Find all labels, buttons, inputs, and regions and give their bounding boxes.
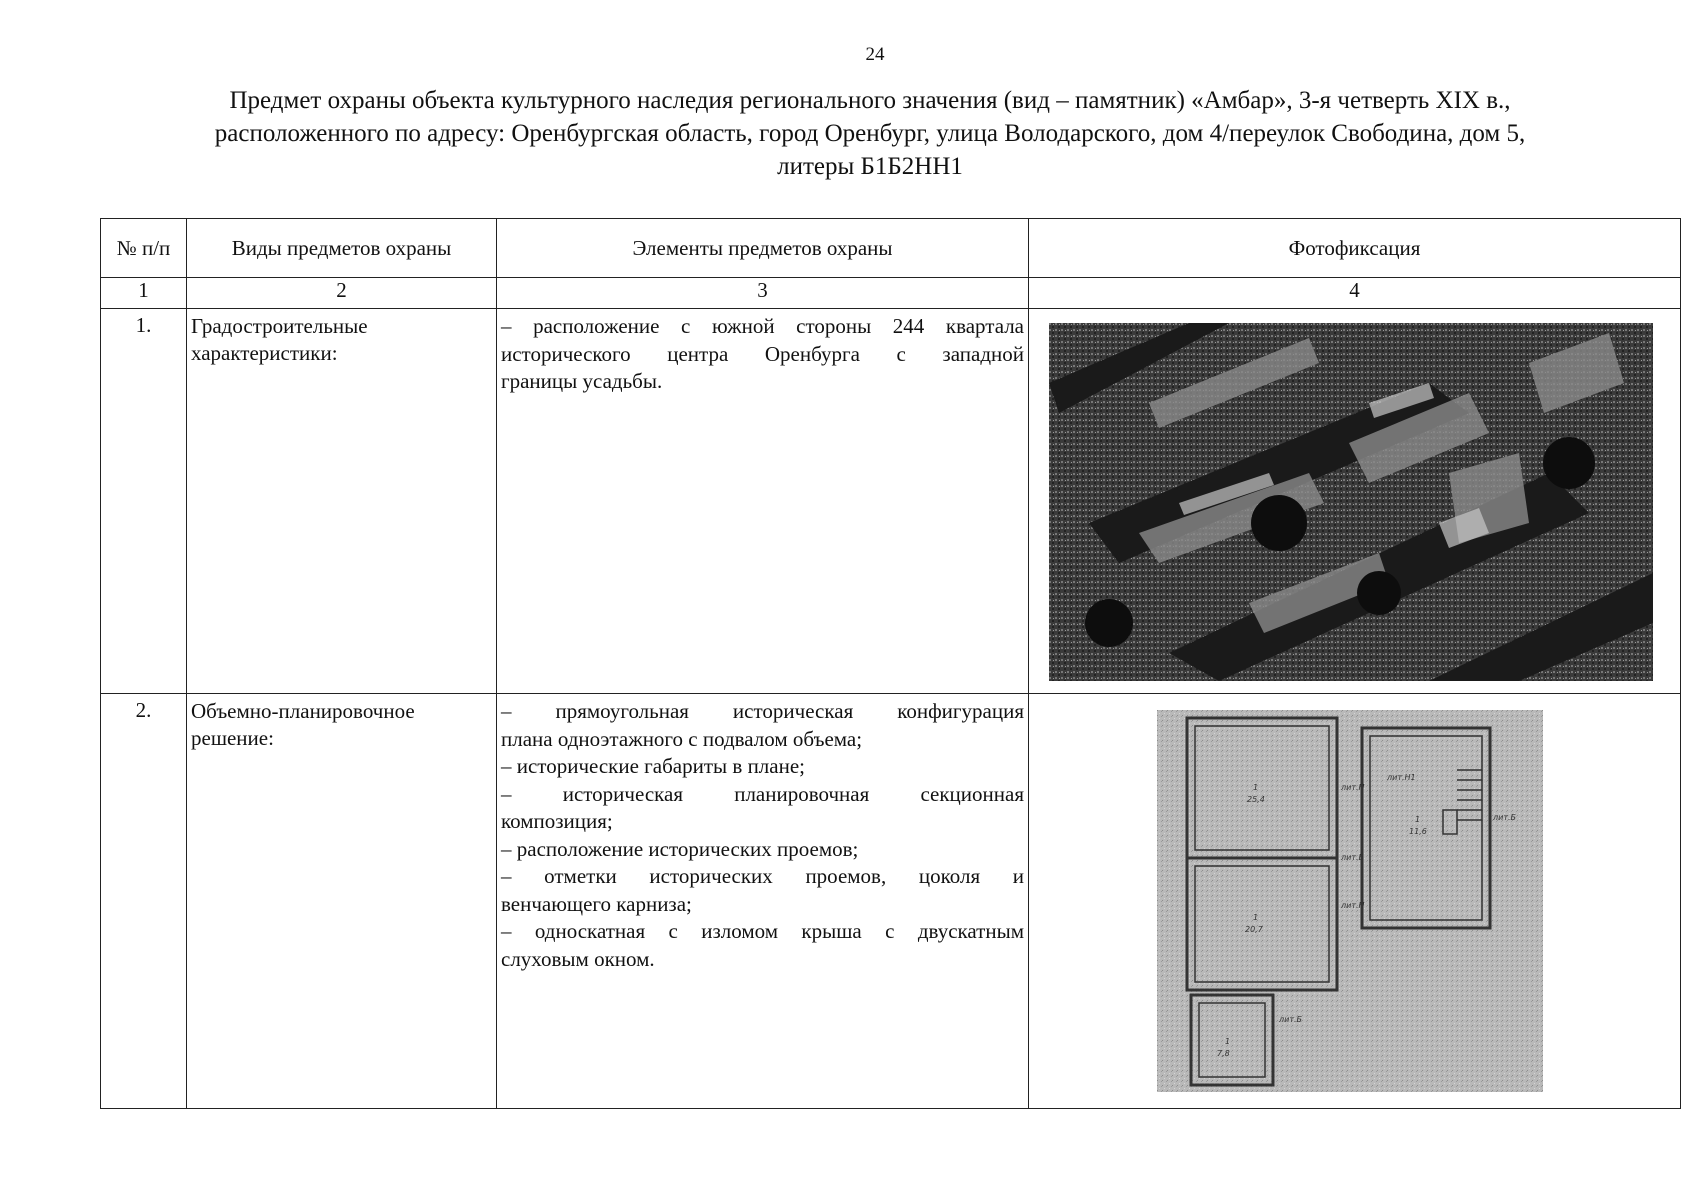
element-line: границы усадьбы.	[501, 369, 663, 393]
svg-text:20,7: 20,7	[1245, 925, 1263, 934]
aerial-photo-icon	[1049, 323, 1653, 681]
element-line: – расположение исторических проемов;	[501, 836, 859, 861]
svg-text:лит.Н1: лит.Н1	[1387, 773, 1416, 782]
protection-type: Объемно-планировочное решение:	[187, 694, 497, 1109]
svg-text:лит.Н: лит.Н	[1341, 783, 1365, 792]
element-line: слуховым окном.	[501, 946, 655, 971]
element-line: исторического центра Оренбурга с западной	[501, 341, 1024, 366]
svg-text:лит.Н: лит.Н	[1341, 901, 1365, 910]
row-number: 2.	[101, 694, 187, 1109]
floor-plan-drawing-icon	[1157, 710, 1543, 1092]
column-number: 1	[101, 278, 187, 309]
title-line-1: Предмет охраны объекта культурного наследия регионального значения (вид – памятник) «Амбар», 3-я четверть XIX в.,	[229, 87, 1511, 114]
protection-type: Градостроительные характеристики:	[187, 309, 497, 694]
header-elements: Элементы предметов охраны	[497, 219, 1029, 278]
svg-text:11,6: 11,6	[1409, 827, 1427, 836]
svg-text:лит.Б: лит.Б	[1279, 1015, 1303, 1024]
table-row	[101, 309, 1681, 694]
element-line: – историческая планировочная секционная	[501, 781, 1024, 806]
title-line-2: расположенного по адресу: Оренбургская область, город Оренбург, улица Володарского, дом 4/переулок Свободина, дом 5,	[214, 120, 1526, 147]
column-number: 4	[1029, 278, 1681, 309]
table-header-row	[101, 219, 1681, 278]
element-line: – односкатная с изломом крыша с двускатным	[501, 919, 1024, 943]
element-line: венчающего карниза;	[501, 891, 692, 916]
element-line: – отметки исторических проемов, цоколя и	[501, 864, 1024, 888]
column-number: 3	[497, 278, 1029, 309]
svg-text:1: 1	[1225, 1037, 1231, 1046]
svg-text:25,4: 25,4	[1247, 795, 1265, 804]
svg-text:лит.Б: лит.Б	[1493, 813, 1517, 822]
photo-cell	[1029, 694, 1681, 1109]
column-number: 2	[187, 278, 497, 309]
title-line-3: литеры Б1Б2НН1	[777, 153, 963, 180]
element-line: – прямоугольная историческая конфигурация	[501, 699, 1024, 723]
element-line: – исторические габариты в плане;	[501, 754, 805, 778]
svg-text:1: 1	[1415, 815, 1421, 824]
svg-text:1: 1	[1253, 783, 1259, 792]
header-num: № п/п	[101, 219, 187, 278]
photo-cell	[1029, 309, 1681, 694]
protection-table	[100, 218, 1681, 1109]
element-line: плана одноэтажного с подвалом объема;	[501, 726, 863, 751]
svg-text:лит.Б: лит.Б	[1341, 853, 1365, 862]
element-line: – расположение с южной стороны 244 квартала	[501, 314, 1024, 338]
protection-elements	[497, 309, 1029, 694]
header-types: Виды предметов охраны	[187, 219, 497, 278]
row-number: 1.	[101, 309, 187, 694]
svg-text:1: 1	[1253, 913, 1259, 922]
header-photo: Фотофиксация	[1029, 219, 1681, 278]
column-number-row	[101, 278, 1681, 309]
document-title	[110, 84, 1630, 183]
element-line: композиция;	[501, 809, 613, 833]
page-number: 24	[865, 44, 885, 65]
table-row	[101, 694, 1681, 1109]
protection-elements	[497, 694, 1029, 1109]
svg-text:7,8: 7,8	[1217, 1049, 1230, 1058]
